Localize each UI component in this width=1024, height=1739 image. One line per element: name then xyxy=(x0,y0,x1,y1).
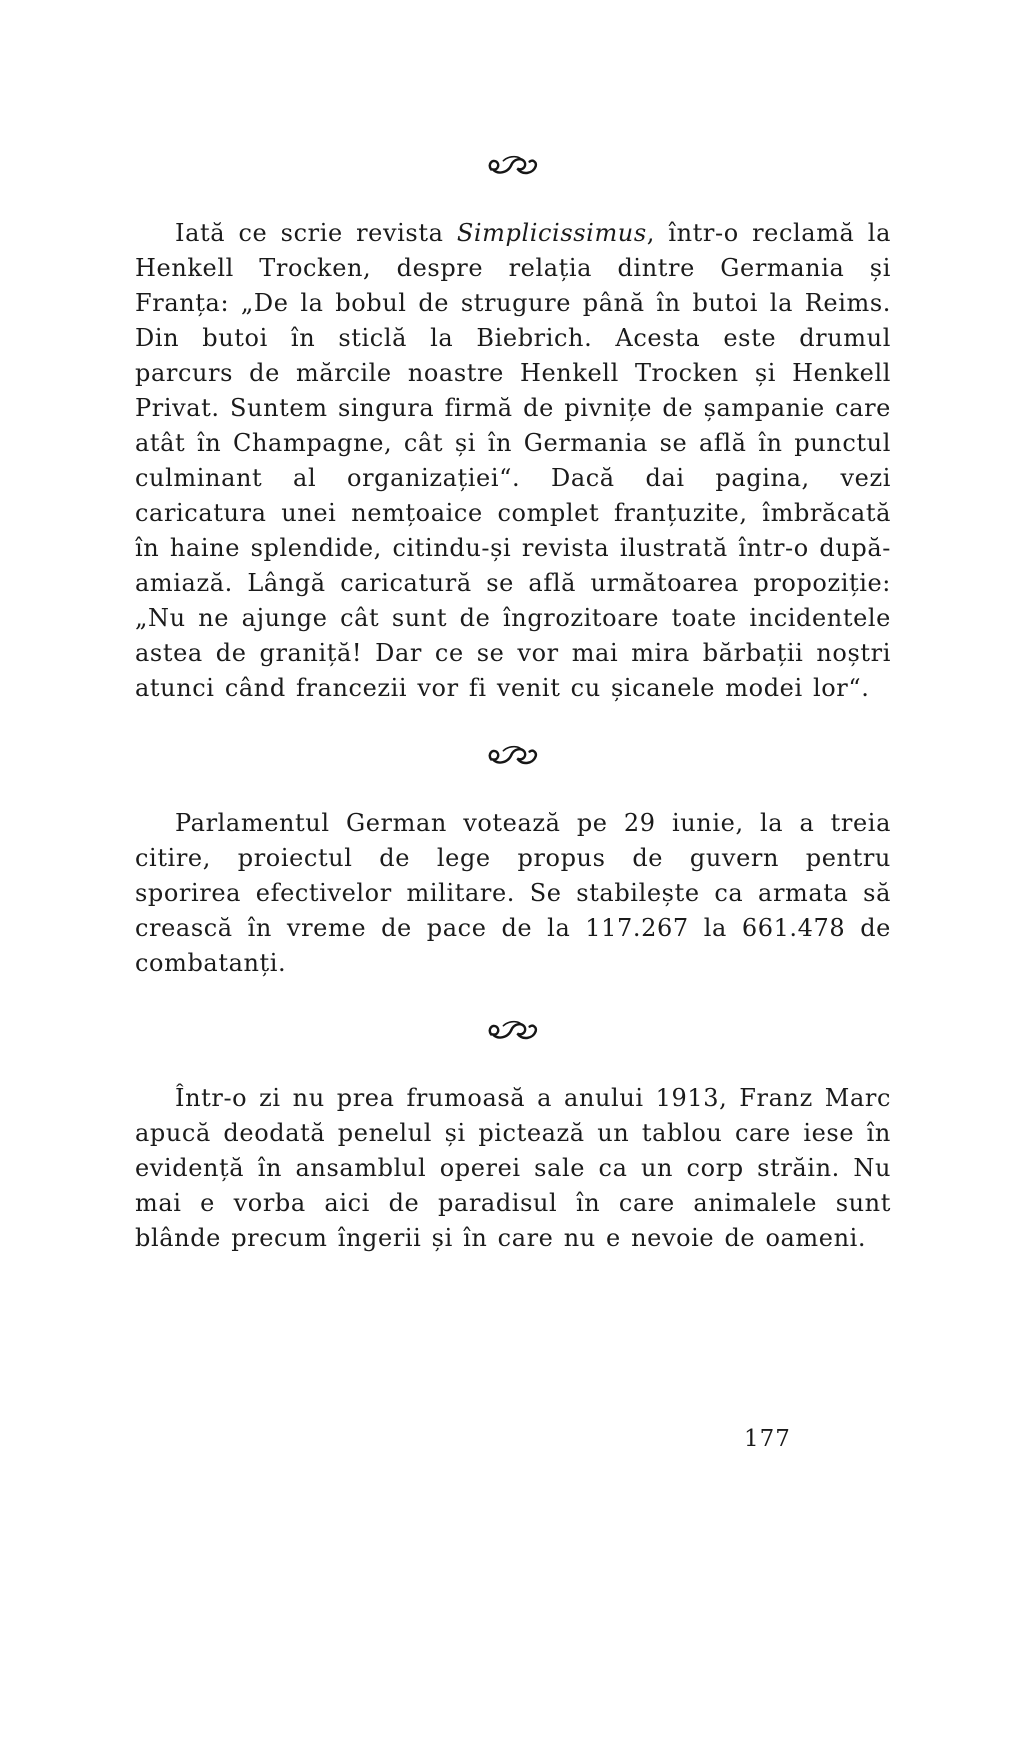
fleuron-icon xyxy=(135,0,891,180)
magazine-title: Simplicissimus xyxy=(456,219,647,247)
page-content xyxy=(135,0,891,1256)
paragraph-3: Într-o zi nu prea frumoasă a anului 1913, Franz Marc apucă deodată penelul și pictează un tablou care iese în evidență în ansamblul operei sale ca un corp străin. Nu mai e vorba aici de paradisul în care animalele sunt blânde precum îngerii și în care nu e nevoie de oameni. xyxy=(135,1084,891,1252)
paragraph-1-text: Iată ce scrie revista xyxy=(175,219,457,247)
fleuron-icon xyxy=(135,1017,891,1045)
fleuron-icon xyxy=(135,742,891,770)
paragraph-1-text-continued: , într-o reclamă la Henkell Trocken, despre relația dintre Germania și Franța: „De la bobul de strugure până în butoi la Reims. Din butoi în sticlă la Biebrich. Acesta este drumul parcurs de mărcile noastre Henkell Trocken și Henkell Privat. Suntem singura firmă de pivnițe de șampanie care atât în Champagne, cât și în Germania se află în punctul culminant al organizației“. Dacă dai pagina, vezi caricatura unei nemțoaice complet franțuzite, îmbrăcată în haine splendide, citindu-și revista ilustrată într-o după-amiază. Lângă caricatură se află următoarea propoziție: „Nu ne ajunge cât sunt de îngrozitoare toate incidentele astea de graniță! Dar ce se vor mai mira bărbații noștri atunci când francezii vor fi venit cu șicanele modei lor“. xyxy=(135,219,891,702)
paragraph-1 xyxy=(135,216,891,706)
page-number: 177 xyxy=(744,1426,791,1452)
paragraph-2: Parlamentul German votează pe 29 iunie, la a treia citire, proiectul de lege propus de guvern pentru sporirea efectivelor militare. Se stabilește ca armata să crească în vreme de pace de la 117.267 la 661.478 de combatanți. xyxy=(135,809,891,977)
